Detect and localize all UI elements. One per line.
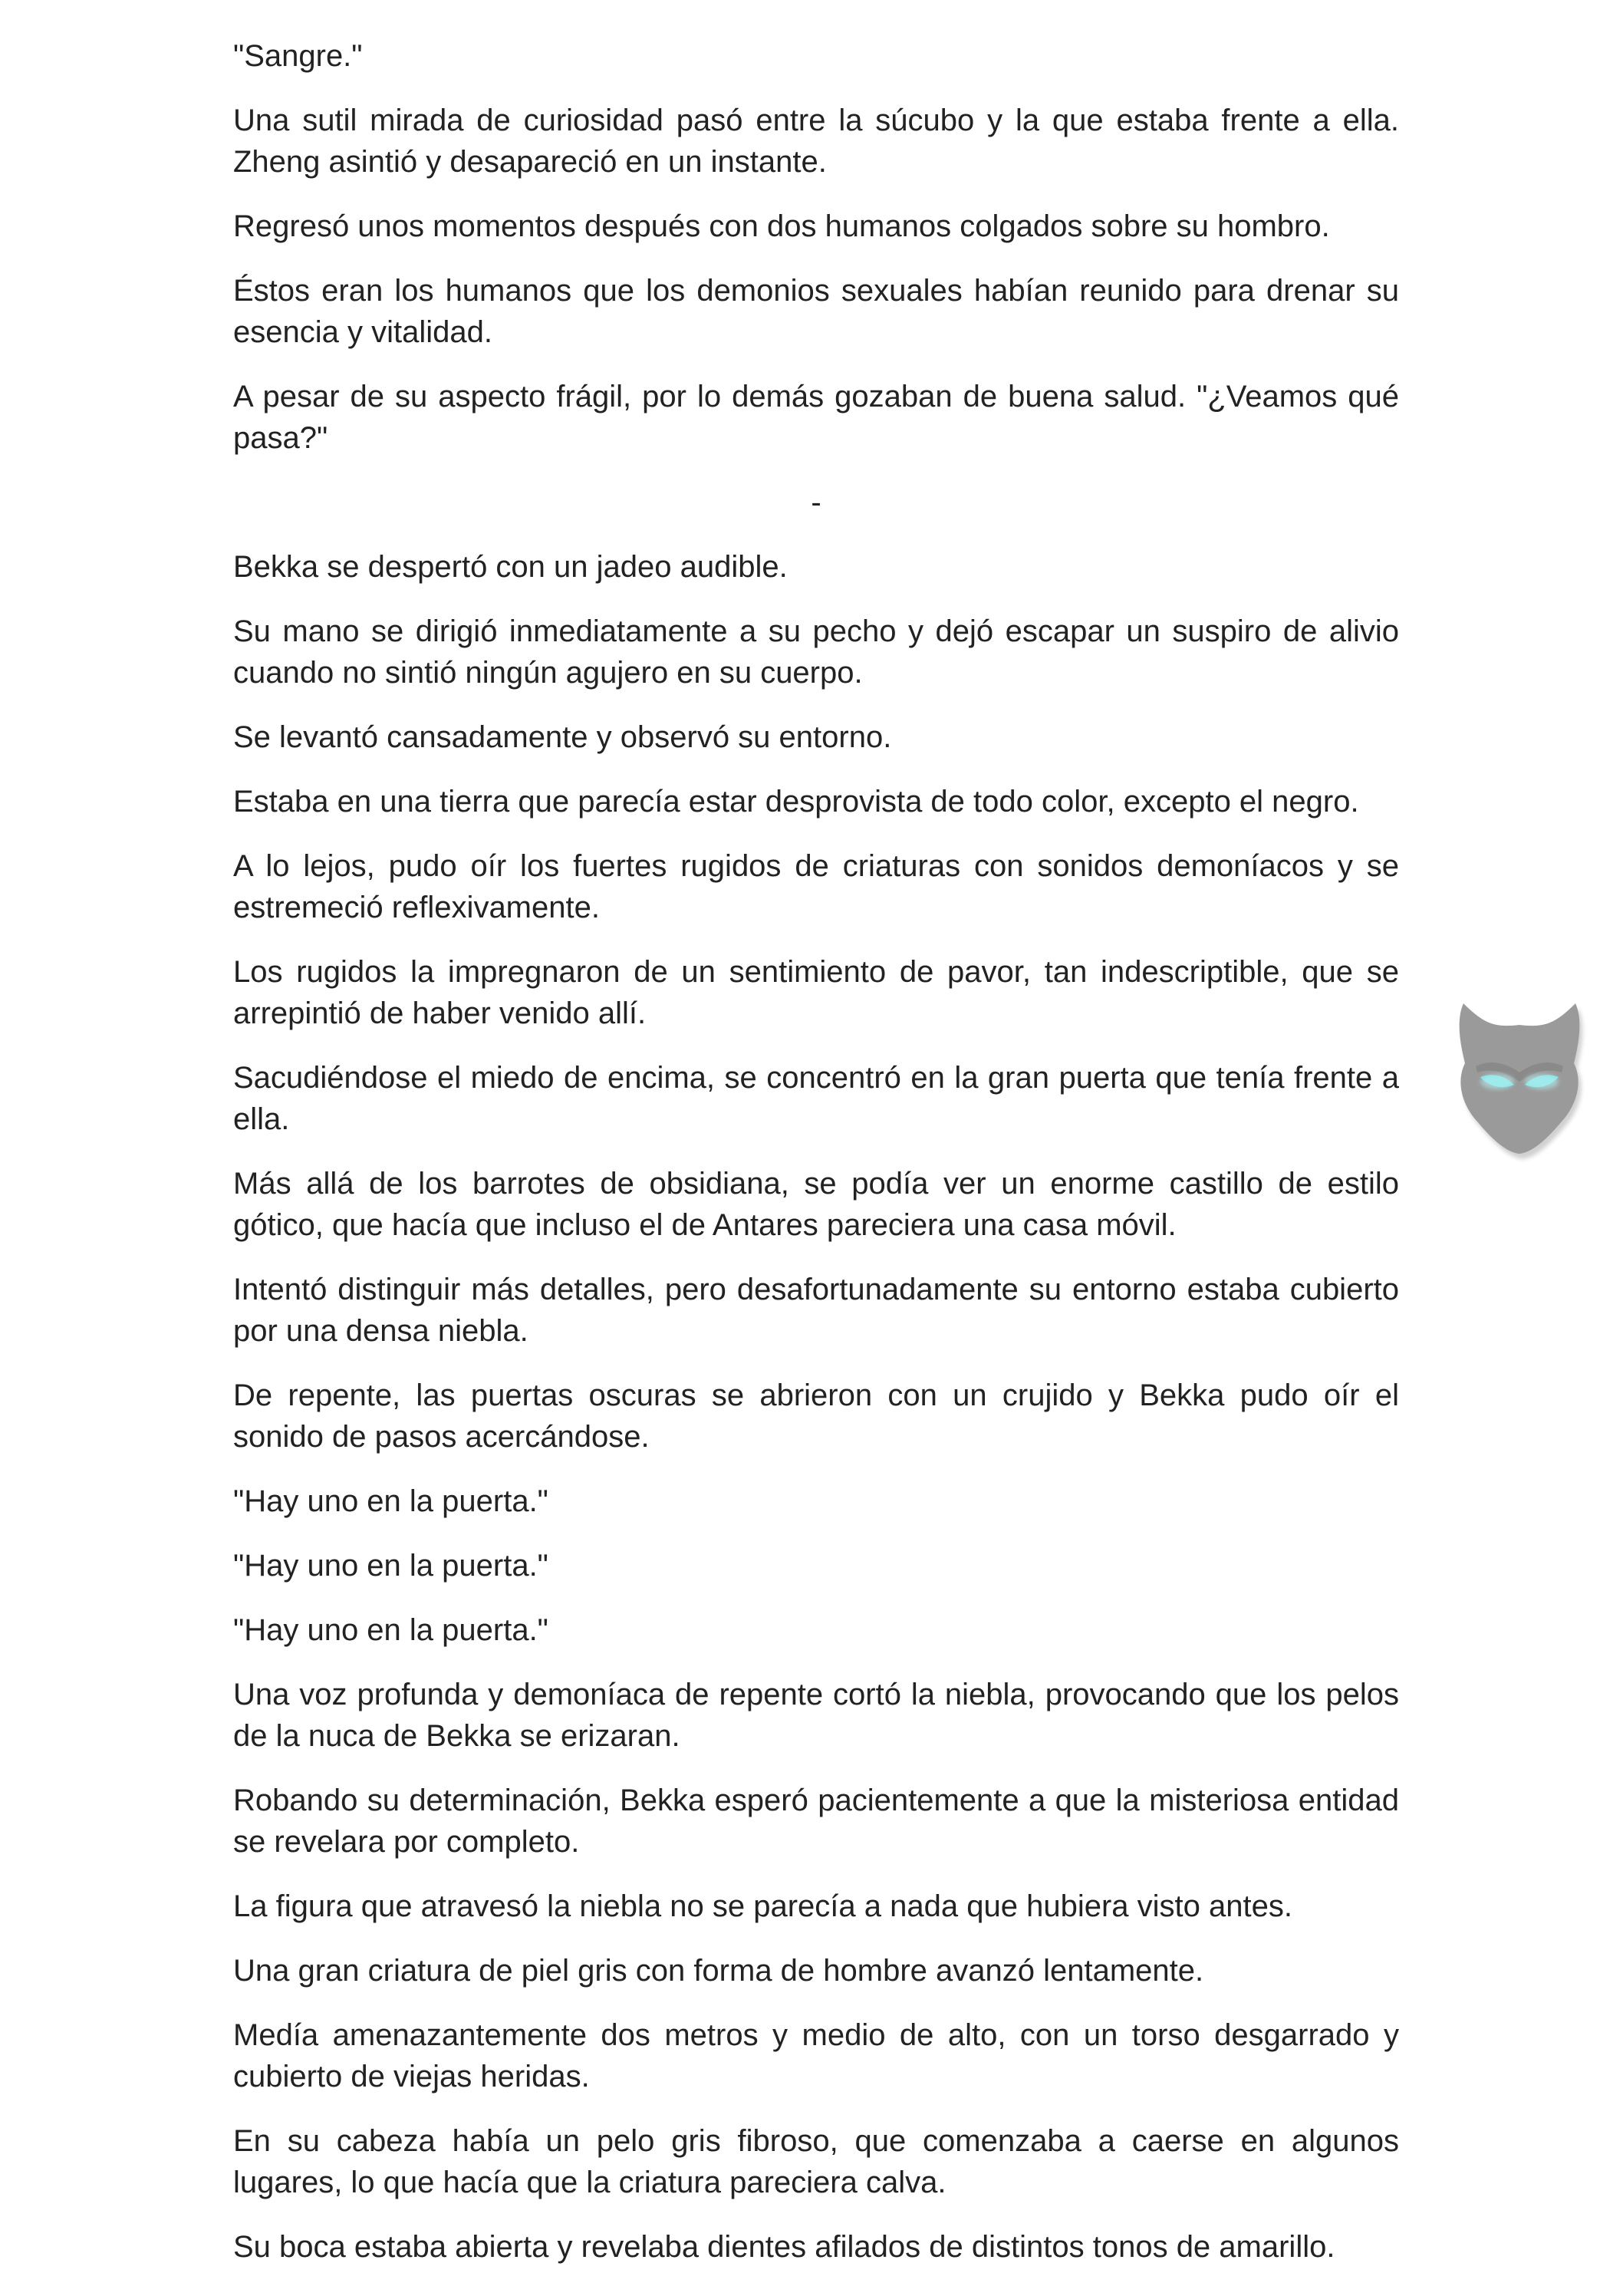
paragraph: En su cabeza había un pelo gris fibroso, que comenzaba a caerse en algunos lugares, lo que hacía que la criatura pareciera calva. (233, 2124, 1399, 2199)
paragraph: Una voz profunda y demoníaca de repente cortó la niebla, provocando que los pelos de la nuca de Bekka se erizaran. (233, 1678, 1399, 1753)
paragraph: Se levantó cansadamente y observó su entorno. (233, 720, 892, 754)
paragraph: "Hay uno en la puerta." (233, 1484, 548, 1518)
paragraph: Su boca estaba abierta y revelaba dientes afilados de distintos tonos de amarillo. (233, 2230, 1335, 2264)
paragraph: "Sangre." (233, 39, 363, 73)
paragraph: Estaba en una tierra que parecía estar desprovista de todo color, excepto el negro. (233, 785, 1359, 819)
paragraph: Medía amenazantemente dos metros y medio de alto, con un torso desgarrado y cubierto de viejas heridas. (233, 2018, 1399, 2093)
paragraph: La figura que atravesó la niebla no se parecía a nada que hubiera visto antes. (233, 1889, 1292, 1923)
demon-head-icon (1447, 990, 1592, 1166)
paragraph: Robando su determinación, Bekka esperó pacientemente a que la misteriosa entidad se revelara por completo. (233, 1784, 1399, 1859)
paragraph: Los rugidos la impregnaron de un sentimiento de pavor, tan indescriptible, que se arrepintió de haber venido allí. (233, 955, 1399, 1030)
paragraph: Intentó distinguir más detalles, pero desafortunadamente su entorno estaba cubierto por una densa niebla. (233, 1273, 1399, 1348)
paragraph: A lo lejos, pudo oír los fuertes rugidos de criaturas con sonidos demoníacos y se estremeció reflexivamente. (233, 849, 1399, 924)
paragraph: "Hay uno en la puerta." (233, 1613, 548, 1647)
paragraph: Más allá de los barrotes de obsidiana, se podía ver un enorme castillo de estilo gótico, que hacía que incluso el de Antares pareciera una casa móvil. (233, 1167, 1399, 1242)
paragraph: Una gran criatura de piel gris con forma de hombre avanzó lentamente. (233, 1954, 1204, 1988)
paragraph: De repente, las puertas oscuras se abrieron con un crujido y Bekka pudo oír el sonido de pasos acercándose. (233, 1379, 1399, 1454)
paragraph: Sacudiéndose el miedo de encima, se concentró en la gran puerta que tenía frente a ella. (233, 1061, 1399, 1136)
scene-break-divider: - (811, 486, 821, 519)
paragraph: Regresó unos momentos después con dos humanos colgados sobre su hombro. (233, 209, 1330, 243)
document-page (233, 35, 1399, 2291)
paragraph: Éstos eran los humanos que los demonios sexuales habían reunido para drenar su esencia y vitalidad. (233, 274, 1399, 349)
paragraph: "Hay uno en la puerta." (233, 1549, 548, 1583)
paragraph: A pesar de su aspecto frágil, por lo demás gozaban de buena salud. "¿Veamos qué pasa?" (233, 380, 1399, 455)
paragraph: Su mano se dirigió inmediatamente a su pecho y dejó escapar un suspiro de alivio cuando no sintió ningún agujero en su cuerpo. (233, 614, 1399, 690)
paragraph: Una sutil mirada de curiosidad pasó entre la súcubo y la que estaba frente a ella. Zheng asintió y desapareció en un instante. (233, 104, 1399, 179)
paragraph: Bekka se despertó con un jadeo audible. (233, 550, 788, 584)
